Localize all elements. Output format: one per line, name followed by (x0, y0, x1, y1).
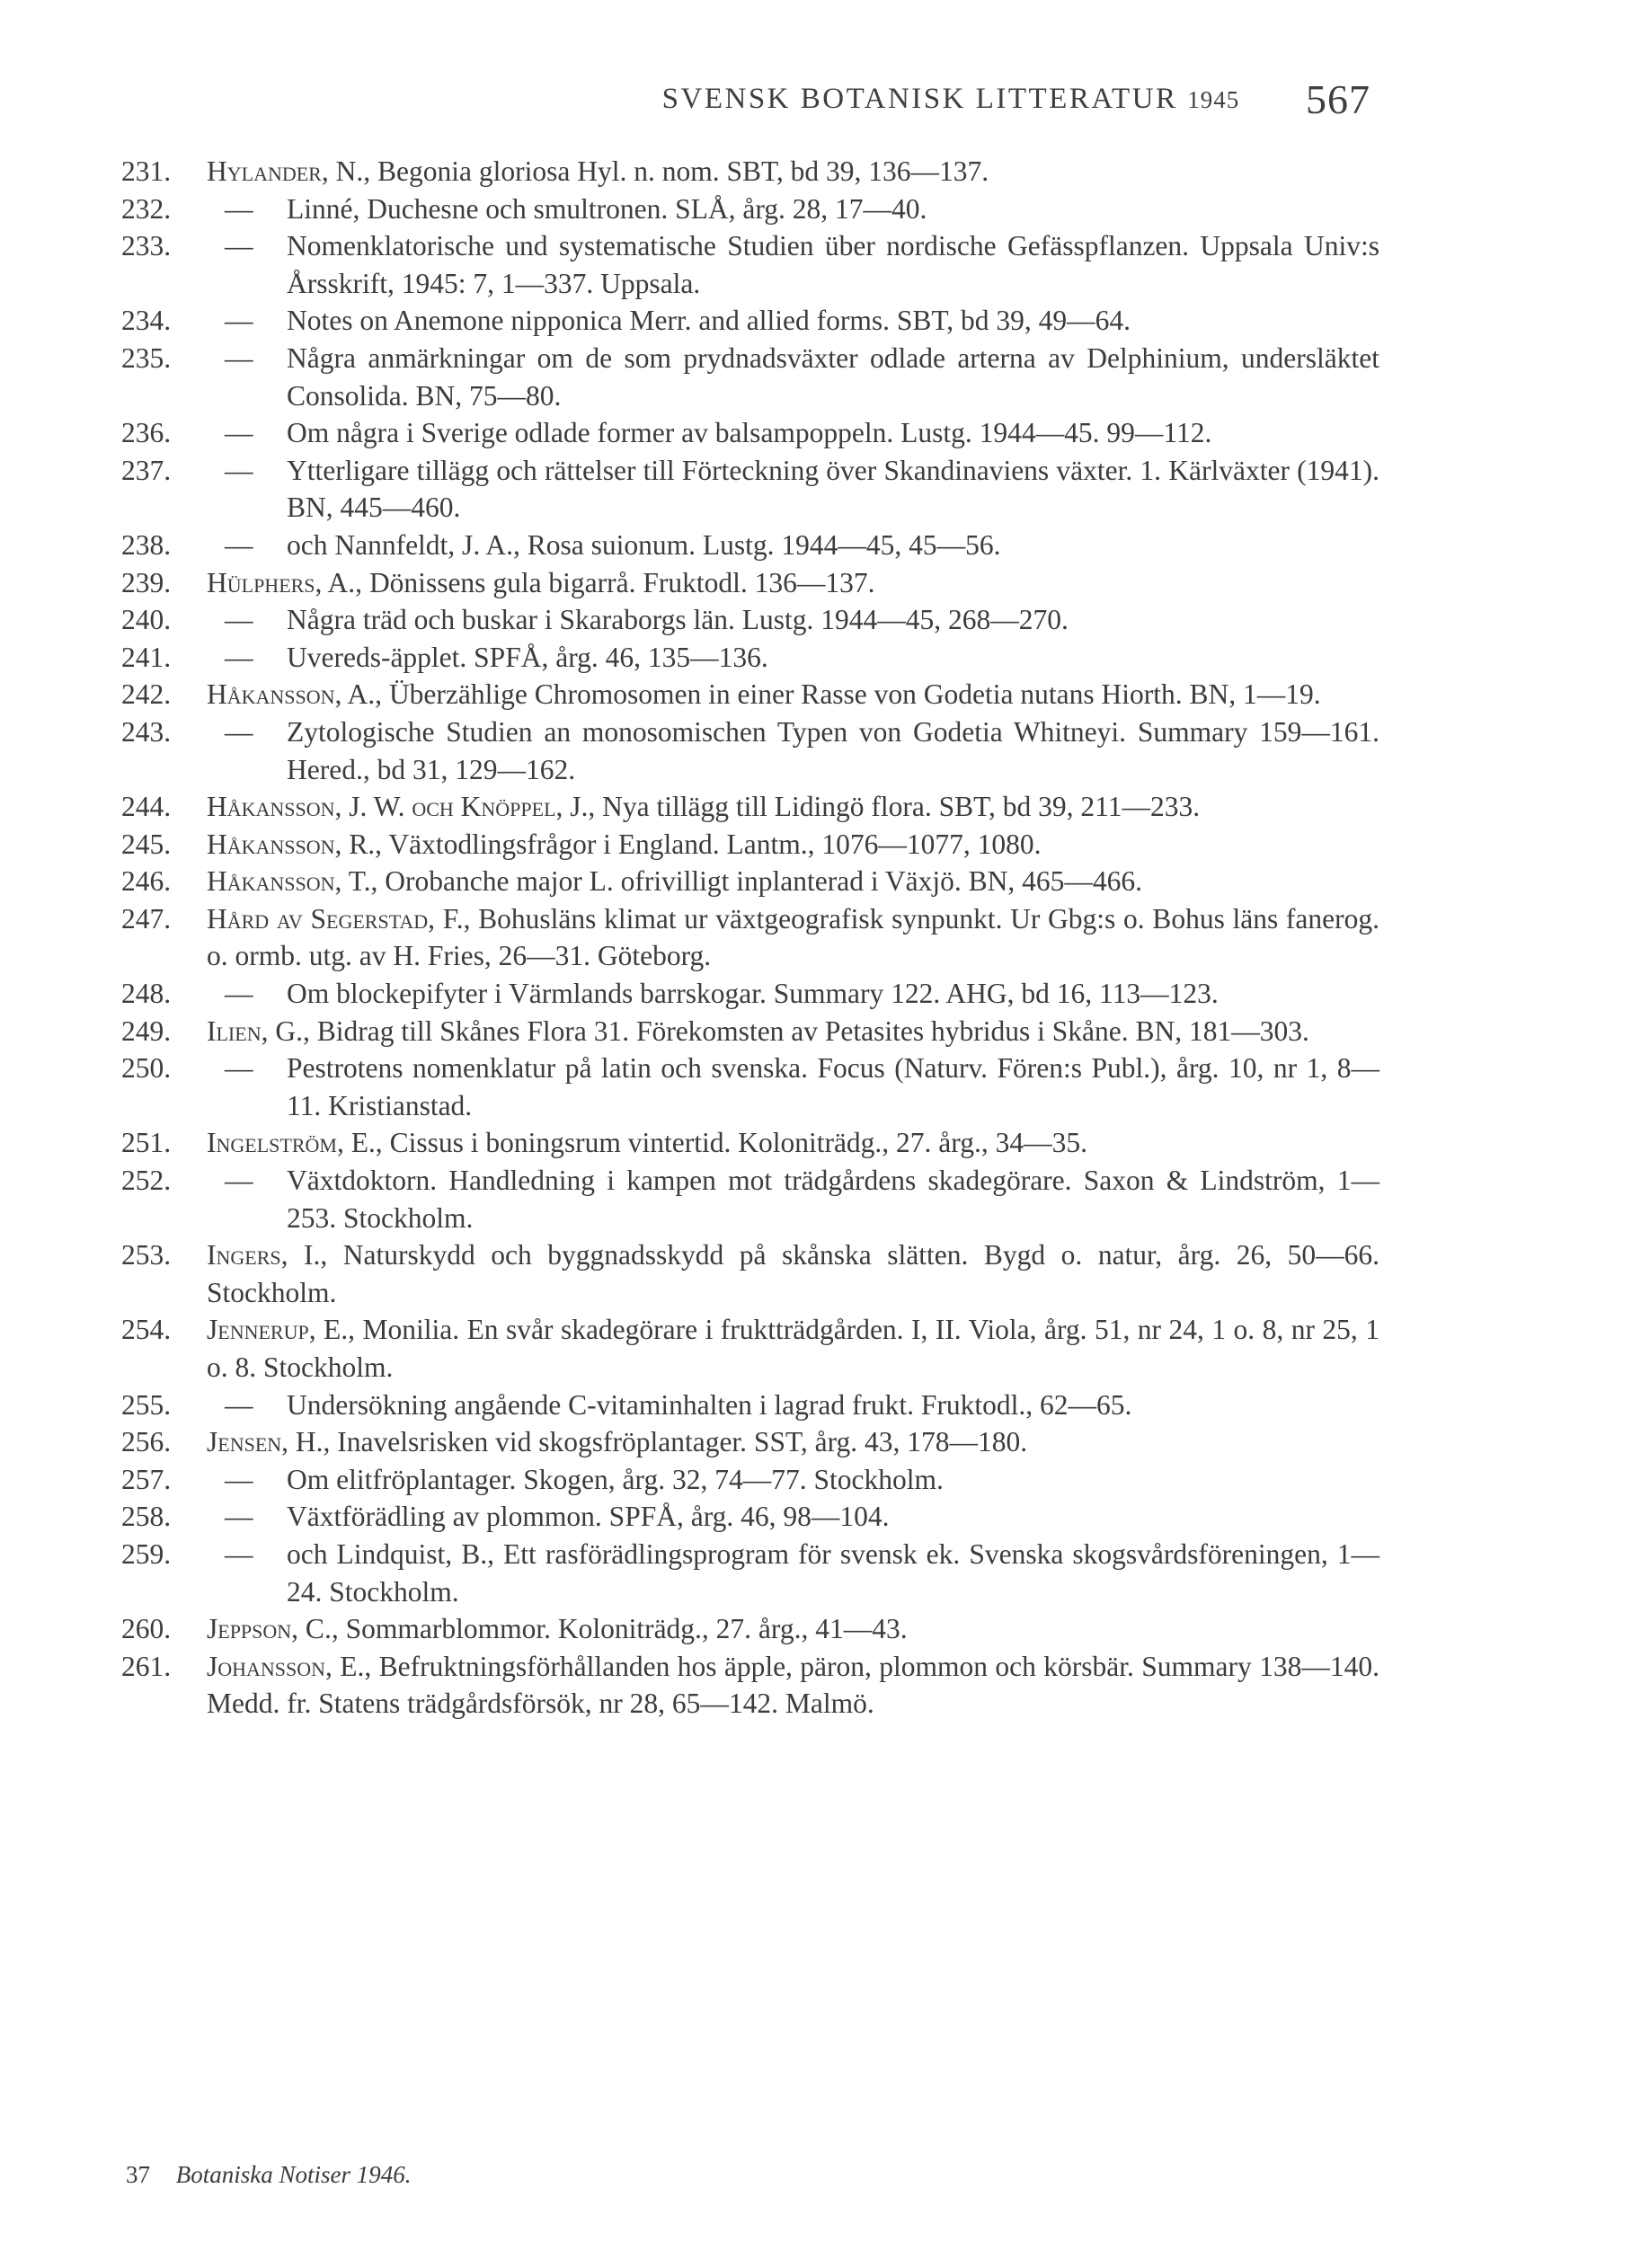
entry-text (207, 1648, 1379, 1723)
signature-mark: 37 (126, 2161, 150, 2188)
ditto-dash: — (225, 1463, 253, 1495)
ditto-dash: — (225, 528, 253, 561)
entry-text (207, 863, 1379, 900)
bibliography-entry (121, 302, 1379, 340)
entry-citation: Uvereds-äpplet. SPFÅ, årg. 46, 135—136. (287, 641, 768, 673)
running-title: SVENSK BOTANISK LITTERATUR (661, 83, 1178, 115)
entry-citation: Växtdoktorn. Handledning i kampen mot trädgårdens skadegörare. Saxon & Lindström, 1—253. Stockholm. (287, 1165, 1379, 1234)
bibliography-entry (121, 1648, 1379, 1723)
entry-citation: och Nannfeldt, J. A., Rosa suionum. Lustg. 1944—45, 45—56. (287, 528, 1001, 561)
entry-citation: Några träd och buskar i Skaraborgs län. Lustg. 1944—45, 268—270. (287, 604, 1069, 636)
bibliography-entry (121, 1610, 1379, 1648)
entry-citation: Linné, Duchesne och smultronen. SLÅ, årg. 28, 17—40. (287, 192, 927, 225)
entry-citation: Monilia. En svår skadegörare i fruktträdgården. I, II. Viola, årg. 51, nr 24, 1 o. 8, nr 25, 1 o. 8. Stockholm. (207, 1314, 1379, 1383)
entry-citation: Om blockepifyter i Värmlands barrskogar. Summary 122. AHG, bd 16, 113—123. (287, 978, 1219, 1010)
entry-citation: Dönissens gula bigarrå. Fruktodl. 136—137. (362, 566, 875, 598)
entry-author: Hård av Segerstad, F., (207, 902, 471, 935)
entry-citation: Überzählige Chromosomen in einer Rasse von Godetia nutans Hiorth. BN, 1—19. (382, 678, 1321, 711)
bibliography-entry (121, 1536, 1379, 1610)
entry-number: 235. (121, 341, 172, 374)
entry-number: 234. (121, 305, 172, 337)
entry-text (207, 788, 1379, 826)
ditto-dash: — (225, 1388, 253, 1421)
entry-citation: Cissus i boningsrum vintertid. Koloniträdg., 27. årg., 34—35. (382, 1127, 1087, 1159)
entry-text (207, 1236, 1379, 1311)
bibliography-entry (121, 340, 1379, 414)
ditto-dash: — (225, 604, 253, 636)
entry-citation: Sommarblommor. Koloniträdg., 27. årg., 41—43. (338, 1613, 908, 1645)
ditto-dash: — (225, 1165, 253, 1197)
bibliography-entry (121, 1013, 1379, 1050)
entry-text (207, 1423, 1379, 1461)
page-footer (126, 2161, 412, 2189)
bibliography-list (0, 153, 1632, 1723)
entry-author: Håkansson, A., (207, 678, 383, 711)
bibliography-entry (121, 1423, 1379, 1461)
bibliography-entry (121, 1124, 1379, 1162)
ditto-dash: — (225, 1501, 253, 1533)
entry-citation: Undersökning angående C-vitaminhalten i lagrad frukt. Fruktodl., 62—65. (287, 1388, 1132, 1421)
entry-author: Hylander, N., (207, 155, 371, 187)
entry-text (287, 1461, 1379, 1499)
entry-citation: Nya tillägg till Lidingö flora. SBT, bd 39, 211—233. (595, 791, 1201, 823)
entry-citation: Naturskydd och byggnadsskydd på skånska slätten. Bygd o. natur, årg. 26, 50—66. Stockholm. (207, 1239, 1379, 1308)
entry-citation: Zytologische Studien an monosomischen Typen von Godetia Whitneyi. Summary 159—161. Hered., bd 31, 129—162. (287, 715, 1379, 785)
entry-citation: Växtförädling av plommon. SPFÅ, årg. 46, 98—104. (287, 1501, 890, 1533)
entry-text (207, 1311, 1379, 1386)
entry-citation: Orobanche major L. ofrivilligt inplanterad i Växjö. BN, 465—466. (377, 865, 1143, 898)
entry-number: 244. (121, 791, 172, 823)
entry-text (287, 1536, 1379, 1610)
entry-number: 232. (121, 192, 172, 225)
entry-number: 248. (121, 978, 172, 1010)
entry-text (207, 153, 1379, 190)
entry-author: Ingelström, E., (207, 1127, 383, 1159)
entry-author: Johansson, E., (207, 1650, 372, 1682)
entry-author: Ingers, I., (207, 1239, 328, 1271)
entry-text (207, 564, 1379, 602)
entry-number: 231. (121, 155, 172, 187)
entry-author: Ilien, G., (207, 1014, 310, 1047)
ditto-dash: — (225, 454, 253, 486)
entry-number: 253. (121, 1239, 172, 1271)
entry-citation: Bidrag till Skånes Flora 31. Förekomsten av Petasites hybridus i Skåne. BN, 181—303. (309, 1014, 1309, 1047)
ditto-dash: — (225, 417, 253, 449)
bibliography-entry (121, 975, 1379, 1013)
entry-number: 245. (121, 828, 172, 860)
page-number: 567 (1306, 76, 1370, 122)
bibliography-entry (121, 676, 1379, 713)
bibliography-entry (121, 1162, 1379, 1236)
bibliography-entry (121, 452, 1379, 527)
bibliography-entry (121, 227, 1379, 302)
bibliography-entry (121, 1050, 1379, 1124)
entry-number: 241. (121, 641, 172, 673)
entry-number: 260. (121, 1613, 172, 1645)
entry-text (287, 340, 1379, 414)
bibliography-entry (121, 527, 1379, 564)
ditto-dash: — (225, 192, 253, 225)
ditto-dash: — (225, 641, 253, 673)
bibliography-entry (121, 1311, 1379, 1386)
bibliography-entry (121, 826, 1379, 864)
bibliography-entry (121, 190, 1379, 228)
entry-number: 243. (121, 715, 172, 748)
entry-text (207, 900, 1379, 975)
entry-author: Håkansson, R., (207, 828, 383, 860)
ditto-dash: — (225, 305, 253, 337)
entry-text (287, 190, 1379, 228)
footer-journal: Botaniska Notiser 1946. (175, 2161, 412, 2188)
entry-citation: Befruktningsförhållanden hos äpple, päron, plommon och körsbär. Summary 138—140. Medd. fr. Statens trädgårdsförsök, nr 28, 65—142. Malmö. (207, 1650, 1379, 1720)
entry-number: 249. (121, 1014, 172, 1047)
entry-number: 251. (121, 1127, 172, 1159)
entry-citation: Ytterligare tillägg och rättelser till Förteckning över Skandinaviens växter. 1. Kärlväxter (1941). BN, 445—460. (287, 454, 1379, 524)
entry-citation: Notes on Anemone nipponica Merr. and allied forms. SBT, bd 39, 49—64. (287, 305, 1131, 337)
entry-citation: Bohusläns klimat ur växtgeografisk synpunkt. Ur Gbg:s o. Bohus läns fanerog. o. ormb. utg. av H. Fries, 26—31. Göteborg. (207, 902, 1380, 972)
ditto-dash: — (225, 715, 253, 748)
bibliography-entry (121, 1236, 1379, 1311)
bibliography-entry (121, 414, 1379, 452)
entry-author: Jensen, H., (207, 1426, 331, 1458)
entry-citation: Pestrotens nomenklatur på latin och svenska. Focus (Naturv. Fören:s Publ.), årg. 10, nr 1, 8—11. Kristianstad. (287, 1052, 1379, 1121)
bibliography-entry (121, 639, 1379, 677)
bibliography-entry (121, 1386, 1379, 1424)
entry-text (287, 1498, 1379, 1536)
entry-citation: Om några i Sverige odlade former av balsampoppeln. Lustg. 1944—45. 99—112. (287, 417, 1212, 449)
entry-text (207, 676, 1379, 713)
entry-number: 254. (121, 1314, 172, 1346)
entry-author: Håkansson, J. W. och Knöppel, J., (207, 791, 596, 823)
entry-citation: och Lindquist, B., Ett rasförädlingsprogram för svensk ek. Svenska skogsvårdsföreningen, 1—24. Stockholm. (287, 1537, 1379, 1608)
entry-number: 237. (121, 454, 172, 486)
entry-text (287, 1386, 1379, 1424)
entry-citation: Växtodlingsfrågor i England. Lantm., 1076—1077, 1080. (382, 828, 1042, 860)
entry-number: 239. (121, 566, 172, 598)
entry-number: 257. (121, 1463, 172, 1495)
entry-text (287, 452, 1379, 527)
bibliography-entry (121, 713, 1379, 788)
entry-number: 233. (121, 230, 172, 262)
entry-text (287, 1050, 1379, 1124)
ditto-dash: — (225, 230, 253, 262)
entry-text (287, 639, 1379, 677)
entry-text (287, 1162, 1379, 1236)
running-head-year: 1945 (1187, 86, 1240, 113)
entry-number: 240. (121, 604, 172, 636)
entry-number: 242. (121, 678, 172, 711)
entry-citation: Nomenklatorische und systematische Studien über nordische Gefässpflanzen. Uppsala Univ:s Årsskrift, 1945: 7, 1—337. Uppsala. (287, 230, 1379, 299)
entry-number: 261. (121, 1650, 172, 1682)
bibliography-entry (121, 788, 1379, 826)
entry-citation: Begonia gloriosa Hyl. n. nom. SBT, bd 39, 136—137. (370, 155, 989, 187)
entry-text (207, 1013, 1379, 1050)
entry-number: 238. (121, 528, 172, 561)
ditto-dash: — (225, 341, 253, 374)
entry-author: Håkansson, T., (207, 865, 378, 898)
entry-text (287, 601, 1379, 639)
entry-text (287, 302, 1379, 340)
entry-number: 246. (121, 865, 172, 898)
entry-author: Jeppson, C., (207, 1613, 339, 1645)
entry-citation: Några anmärkningar om de som prydnadsväxter odlade arterna av Delphinium, undersläktet Consolida. BN, 75—80. (287, 341, 1379, 412)
entry-citation: Inavelsrisken vid skogsfröplantager. SST, årg. 43, 178—180. (330, 1426, 1028, 1458)
ditto-dash: — (225, 978, 253, 1010)
bibliography-entry (121, 153, 1379, 190)
ditto-dash: — (225, 1537, 253, 1570)
entry-number: 250. (121, 1052, 172, 1085)
entry-number: 258. (121, 1501, 172, 1533)
bibliography-entry (121, 863, 1379, 900)
bibliography-entry (121, 564, 1379, 602)
entry-text (287, 713, 1379, 788)
running-head (126, 83, 1384, 116)
bibliography-entry (121, 1498, 1379, 1536)
entry-number: 236. (121, 417, 172, 449)
entry-text (207, 826, 1379, 864)
entry-text (287, 975, 1379, 1013)
entry-author: Jennerup, E., (207, 1314, 356, 1346)
entry-text (287, 527, 1379, 564)
entry-author: Hülphers, A., (207, 566, 363, 598)
entry-number: 255. (121, 1388, 172, 1421)
entry-citation: Om elitfröplantager. Skogen, årg. 32, 74—77. Stockholm. (287, 1463, 944, 1495)
entry-text (287, 227, 1379, 302)
entry-text (207, 1124, 1379, 1162)
entry-number: 259. (121, 1537, 172, 1570)
ditto-dash: — (225, 1052, 253, 1085)
bibliography-entry (121, 900, 1379, 975)
bibliography-entry (121, 601, 1379, 639)
entry-text (287, 414, 1379, 452)
entry-number: 247. (121, 902, 172, 935)
entry-number: 252. (121, 1165, 172, 1197)
bibliography-entry (121, 1461, 1379, 1499)
entry-number: 256. (121, 1426, 172, 1458)
entry-text (207, 1610, 1379, 1648)
